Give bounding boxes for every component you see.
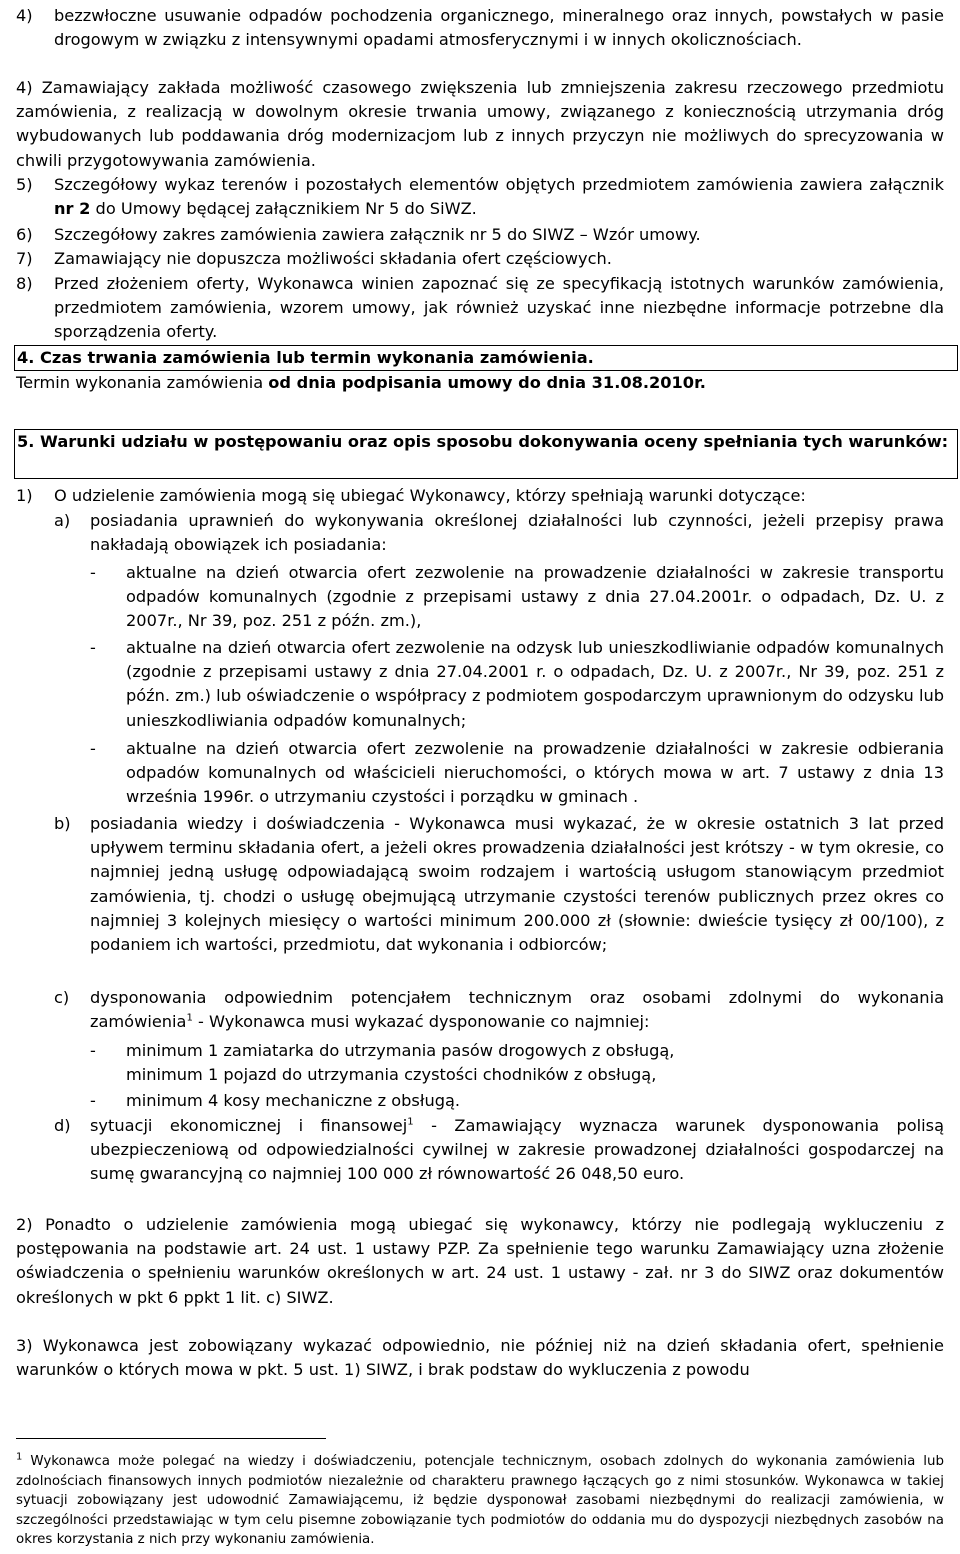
condition-a-permit-transport: aktualne na dzień otwarcia ofert zezwolenie na prowadzenie działalności w zakresie transportu odpadów komunalnych (zgodnie z przepisami ustawy z dnia 27.04.2001r. o odpadach, Dz. U. z 2007r., Nr 39, poz. 251 z późn. zm.), [126,563,944,631]
list-dash: - [90,1091,96,1110]
condition-c [90,986,944,1034]
list-dash: - [90,638,96,657]
paragraph-before-offer: Przed złożeniem oferty, Wykonawca winien zapoznać się ze specyfikacją istotnych warunków zamówienia, przedmiotem zamówienia, wzorem umowy, jak również uzyskać inne niezbędne informacje potrzebne dla sporządzenia oferty. [54,274,944,342]
paragraph-text: - Zamawiający wyznacza warunek dysponowania polisą ubezpieczeniową od odpowiedzialności cywilnej w zakresie prowadzonej działalności gospodarczej na sumę gwarancyjną co najmniej 100 000 zł równowartość 26 048,50 euro. [90,1116,944,1184]
item-number: 6) [16,225,33,244]
item-number: 4) [16,6,33,25]
footnote-number: 1 [16,1451,23,1463]
condition-3: 3) Wykonawca jest zobowiązany wykazać odpowiednio, nie później niż na dzień składania ofert, spełnienie warunków o których mowa w pkt. 5 ust. 1) SIWZ, i brak podstaw do wykluczenia z powodu [16,1336,944,1380]
item-number: 7) [16,249,33,268]
paragraph-partial-offers: Zamawiający nie dopuszcza możliwości składania ofert częściowych. [54,249,612,268]
footnote-ref[interactable]: 1 [407,1116,414,1128]
item-letter: d) [54,1116,71,1135]
list-dash: - [90,1041,96,1060]
footnote-ref[interactable]: 1 [186,1012,193,1024]
item-letter: b) [54,814,71,833]
list-dash: - [90,563,96,582]
condition-c-vehicle: minimum 1 pojazd do utrzymania czystości chodników z obsługą, [126,1065,657,1084]
item-letter: c) [54,988,70,1007]
condition-a-permit-collection: aktualne na dzień otwarcia ofert zezwolenie na prowadzenie działalności w zakresie odbierania odpadów komunalnych od właścicieli nieruchomości, o których mowa w art. 7 ustawy z dnia 13 września 1996r. o utrzymaniu czystości i porządku w gminach . [126,739,944,807]
item-letter: a) [54,511,71,530]
section-5-heading: 5. Warunki udziału w postępowaniu oraz opis sposobu dokonywania oceny spełniania tych warunków: [14,429,958,479]
paragraph-attachment [54,173,944,221]
condition-d [90,1114,944,1187]
term-label: Termin wykonania zamówienia [16,373,269,392]
paragraph-text: dysponowania odpowiednim potencjałem technicznym oraz osobami zdolnymi do wykonania zamówienia [90,988,944,1032]
condition-2: 2) Ponadto o udzielenie zamówienia mogą ubiegać się wykonawcy, którzy nie podlegają wykluczeniu z postępowania na podstawie art. 24 ust. 1 ustawy PZP. Za spełnienie tego warunku Zamawiający uzna złożenie oświadczenia o spełnieniu warunków określonych w art. 24 ust. 1 ustawy - zał. nr 3 do SIWZ oraz dokumentów określonych w pkt 6 ppkt 1 lit. c) SIWZ. [16,1215,944,1307]
paragraph-text: sytuacji ekonomicznej i finansowej [90,1116,408,1135]
paragraph-scope-detail: Szczegółowy zakres zamówienia zawiera załącznik nr 5 do SIWZ – Wzór umowy. [54,225,701,244]
attachment-number: nr 2 [54,199,91,219]
paragraph-text: Szczegółowy wykaz terenów i pozostałych elementów objętych przedmiotem zamówienia zawiera załącznik [54,175,944,194]
item-number: 8) [16,274,33,293]
list-dash: - [90,739,96,758]
term-line [16,371,944,395]
paragraph-waste-removal: bezzwłoczne usuwanie odpadów pochodzenia organicznego, mineralnego oraz innych, powstałych w pasie drogowym w związku z intensywnymi opadami atmosferycznymi i w innych okolicznościach. [54,6,944,50]
paragraph-scope-change: 4) Zamawiający zakłada możliwość czasowego zwiększenia lub zmniejszenia zakresu rzeczowego przedmiotu zamówienia, z realizacją w dowolnym okresie trwania umowy, związanego z koniecznością utrzymania dróg wybudowanych lub poddawania dróg modernizacjom lub z innych przyczyn nie możliwych do sprecyzowania w chwili przygotowywania zamówienia. [16,78,944,170]
condition-b: posiadania wiedzy i doświadczenia - Wykonawca musi wykazać, że w okresie ostatnich 3 lat przed upływem terminu składania ofert, a jeżeli okres prowadzenia działalności jest krótszy - w tym okresie, co najmniej jedną usługę odpowiadającą swoim rodzajem i wartością usługom stanowiącym przedmiot zamówienia, tj. chodzi o usługę obejmującą utrzymanie czystości terenów publicznych przez okres co najmniej 3 kolejnych miesięcy o wartości minimum 200.000 zł (słownie: dwieście tysięcy zł 00/100), z podaniem ich wartości, przedmiotu, dat wykonania i odbiorców; [90,814,944,955]
footnote-text: Wykonawca może polegać na wiedzy i doświadczeniu, potencjale technicznym, osobach zdolnych do wykonania zamówienia lub zdolnościach finansowych innych podmiotów niezależnie od charakteru prawnego łączących go z nimi stosunków. Wykonawca w takiej sytuacji zobowiązany jest udowodnić Zamawiającemu, iż będzie dysponował zasobami niezbędnymi do realizacji zamówienia, w szczególności przedstawiając w tym celu pisemne zobowiązanie tych podmiotów do oddania mu do dyspozycji niezbędnych zasobów na okres korzystania z nich przy wykonaniu zamówienia. [16,1454,944,1548]
term-value: od dnia podpisania umowy do dnia 31.08.2010r. [268,373,706,392]
item-number: 5) [16,175,33,194]
condition-a-permit-recovery: aktualne na dzień otwarcia ofert zezwolenie na odzysk lub unieszkodliwianie odpadów komunalnych (zgodnie z przepisami ustawy z dnia 27.04.2001 r. o odpadach, Dz. U. z 2007r., Nr 39, poz. 251 z późn. zm.) lub oświadczenie o współpracy z podmiotem gospodarczym uprawnionym do odzysku lub unieszkodliwiania odpadów komunalnych; [126,638,944,730]
condition-c-sweeper: minimum 1 zamiatarka do utrzymania pasów drogowych z obsługą, [126,1041,675,1060]
condition-1: O udzielenie zamówienia mogą się ubiegać Wykonawcy, którzy spełniają warunki dotyczące: [54,486,806,505]
condition-a: posiadania uprawnień do wykonywania określonej działalności lub czynności, jeżeli przepisy prawa nakładają obowiązek ich posiadania: [90,511,944,555]
section-4-heading: 4. Czas trwania zamówienia lub termin wykonania zamówienia. [14,345,958,371]
condition-c-scythes: minimum 4 kosy mechaniczne z obsługą. [126,1091,461,1110]
item-number: 1) [16,486,33,505]
paragraph-text: do Umowy będącej załącznikiem Nr 5 do SiWZ. [90,199,477,219]
footnote-separator [16,1438,326,1439]
paragraph-text: - Wykonawca musi wykazać dysponowanie co najmniej: [192,1012,650,1032]
footnote [16,1452,944,1550]
